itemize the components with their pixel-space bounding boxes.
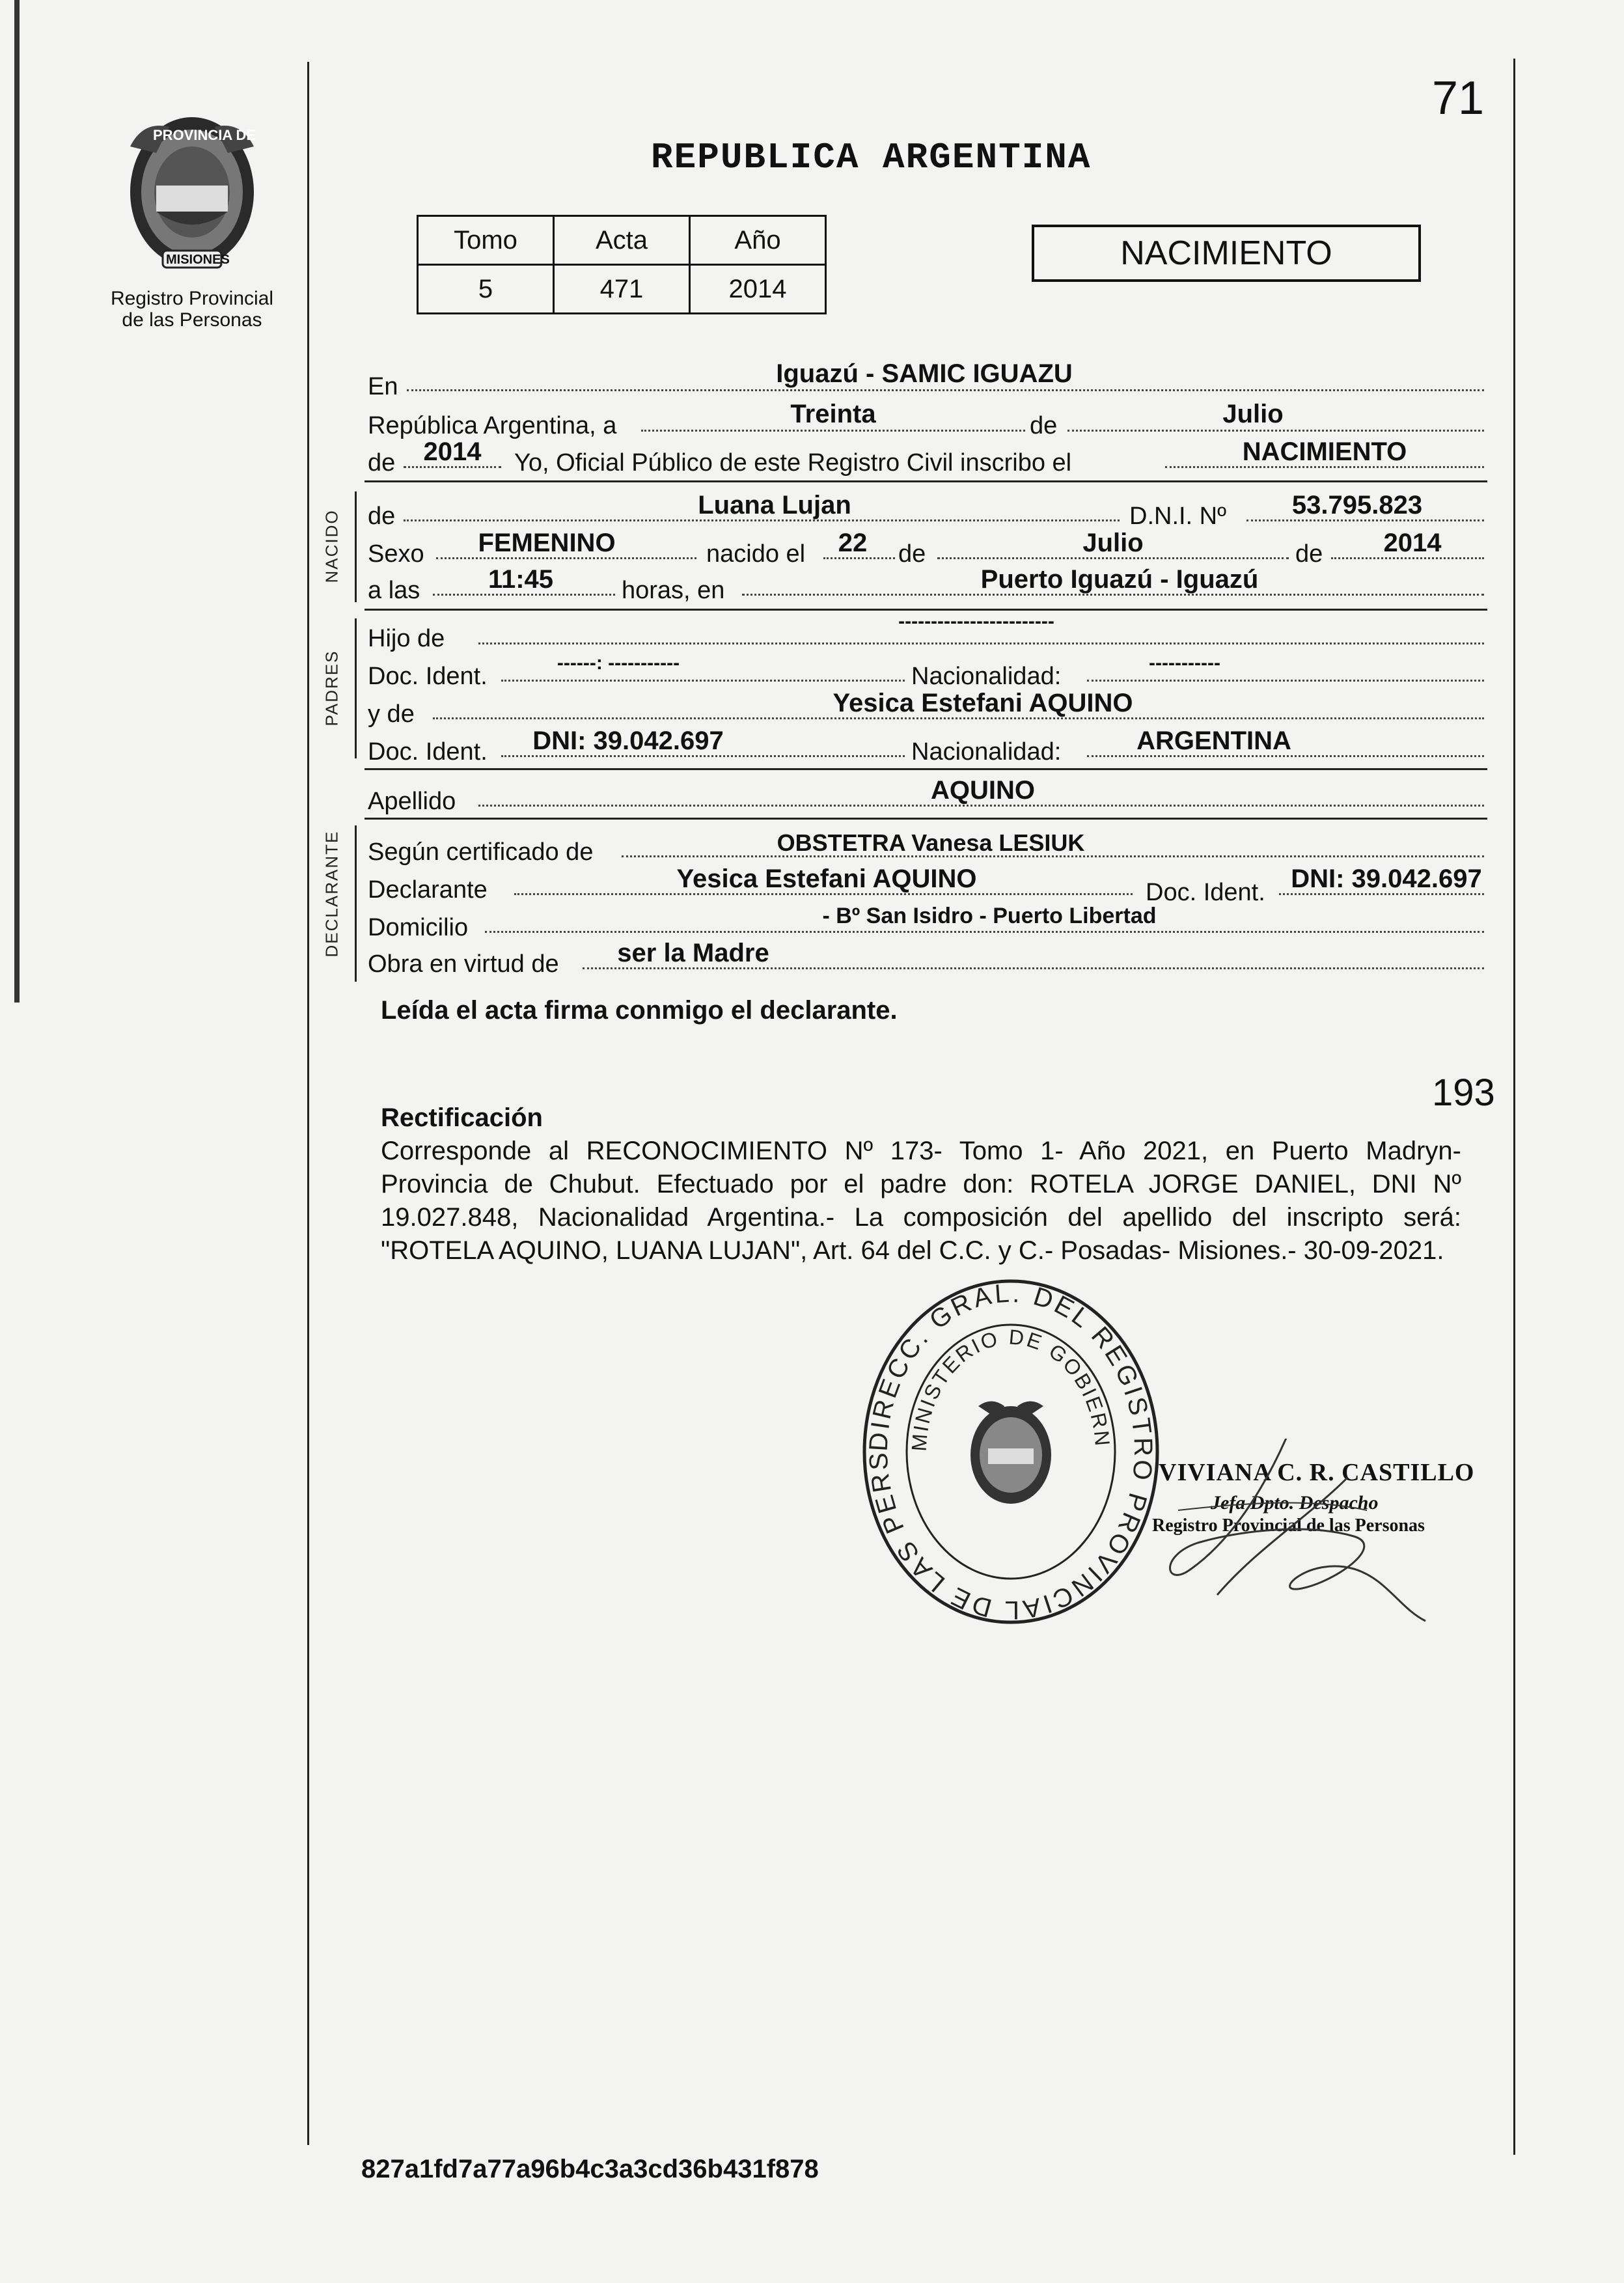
apellido-value: AQUINO	[931, 776, 1035, 805]
page-number-top: 71	[1432, 72, 1485, 124]
birth-month-value: Julio	[1082, 529, 1144, 557]
place-value: Puerto Iguazú - Iguazú	[980, 565, 1259, 594]
seal-text-top: PROVINCIA DE	[153, 127, 256, 143]
segun-value: OBSTETRA Vanesa LESIUK	[777, 829, 1085, 856]
obra-value: ser la Madre	[617, 939, 769, 967]
name-value: Luana Lujan	[698, 491, 851, 519]
nac2-value: ARGENTINA	[1136, 726, 1291, 755]
en-dots	[407, 389, 1484, 391]
republica-dots-1	[641, 430, 1025, 432]
rectificacion-title: Rectificación	[381, 1103, 543, 1132]
padres-bracket	[355, 618, 357, 758]
oficial-text: Yo, Oficial Público de este Registro Civil inscribo el	[514, 449, 1072, 477]
page-number-lower: 193	[1432, 1072, 1495, 1114]
nac1-dots	[1087, 680, 1484, 682]
republica-label: República Argentina, a	[368, 412, 617, 439]
horas-label: horas, en	[622, 577, 725, 604]
day-value: Treinta	[790, 400, 876, 428]
record-type-label: NACIMIENTO	[1120, 234, 1332, 272]
inscribo-value: NACIMIENTO	[1242, 437, 1407, 466]
official-stamp	[858, 1276, 1164, 1627]
segun-label: Según certificado de	[368, 838, 594, 866]
declarante-label: Declarante	[368, 876, 488, 904]
nac2-label: Nacionalidad:	[911, 738, 1062, 766]
signature-block	[1139, 1439, 1504, 1634]
tomo-header: Tomo	[418, 216, 554, 265]
closing-text: Leída el acta firma conmigo el declarante.	[381, 996, 898, 1025]
acta-header: Acta	[554, 216, 690, 265]
frame-right-line	[1513, 59, 1515, 2155]
father-dots	[478, 643, 1484, 644]
doc1-value: ------: -----------	[557, 652, 680, 674]
dni-value: 53.795.823	[1291, 491, 1423, 519]
birth-year-value: 2014	[1383, 529, 1442, 557]
nacido-de-label: de	[368, 503, 396, 530]
anio-value: 2014	[690, 265, 826, 314]
stamp-inner-text: MINISTERIO DE GOBIERN	[907, 1325, 1115, 1452]
declarante-value: Yesica Estefani AQUINO	[676, 865, 977, 893]
signer-role: Jefa Dpto. Despacho	[1211, 1492, 1379, 1514]
nacido-side-label: NACIDO	[322, 509, 342, 583]
obra-label: Obra en virtud de	[368, 950, 559, 978]
register-table	[417, 215, 827, 314]
de-label-intro: de	[1030, 412, 1058, 439]
decl-doc-dots	[1279, 893, 1484, 895]
republica-dots-2	[1067, 430, 1484, 432]
year-value-intro: 2014	[423, 437, 482, 466]
padres-side-label: PADRES	[322, 650, 342, 726]
separator-3	[365, 768, 1487, 770]
nacido-de-label2: de	[898, 540, 926, 568]
doc2-label: Doc. Ident.	[368, 738, 488, 766]
apellido-label: Apellido	[368, 788, 456, 815]
decl-doc-label: Doc. Ident.	[1146, 879, 1265, 906]
yde-label: y de	[368, 700, 415, 728]
doc2-value: DNI: 39.042.697	[532, 726, 724, 755]
alas-label: a las	[368, 577, 420, 604]
seal-text-bottom: MISIONES	[166, 253, 230, 267]
declarante-bracket	[355, 825, 357, 982]
declarante-side-label: DECLARANTE	[322, 830, 342, 958]
en-value: Iguazú - SAMIC IGUAZU	[776, 359, 1073, 388]
decl-doc-value: DNI: 39.042.697	[1291, 865, 1482, 893]
domicilio-value: - Bº San Isidro - Puerto Libertad	[822, 904, 1157, 928]
de2-label: de	[368, 449, 396, 477]
mother-value: Yesica Estefani AQUINO	[833, 689, 1133, 717]
domicilio-dots	[485, 931, 1484, 933]
country-title: REPUBLICA ARGENTINA	[651, 137, 1092, 178]
separator-1	[365, 480, 1487, 482]
handwritten-signature	[1139, 1439, 1504, 1634]
rectificacion-body: Corresponde al RECONOCIMIENTO Nº 173- Tomo 1- Año 2021, en Puerto Madryn- Provincia de Chubut. Efectuado por el padre don: ROTELA JORGE DANIEL, DNI Nº 19.027.848, Nacionalidad Argentina.- La composición del apellido del inscripto será: "ROTELA AQUINO, LUANA LUJAN", Art. 64 del C.C. y C.- Posadas- Misiones.- 30-09-2021.	[381, 1137, 1461, 1265]
province-seal	[117, 107, 267, 283]
institution-line2: de las Personas	[122, 309, 262, 331]
birth-day-value: 22	[838, 529, 868, 557]
doc1-dots	[501, 680, 905, 682]
nacido-bracket	[355, 491, 357, 602]
institution-line1: Registro Provincial	[110, 288, 274, 309]
anio-header: Año	[690, 216, 826, 265]
en-label: En	[368, 373, 398, 400]
separator-4	[365, 818, 1487, 820]
father-value: ------------------------	[898, 611, 1054, 632]
scan-edge-bar	[14, 0, 20, 1003]
domicilio-label: Domicilio	[368, 914, 469, 941]
signer-name: VIVIANA C. R. CASTILLO	[1159, 1459, 1475, 1486]
sexo-value: FEMENINO	[478, 529, 616, 557]
nacido-de-label3: de	[1295, 540, 1323, 568]
document-hash: 827a1fd7a77a96b4c3a3cd36b431f878	[361, 2155, 819, 2183]
nac1-label: Nacionalidad:	[911, 663, 1062, 690]
nacido-el-label: nacido el	[706, 540, 806, 568]
month-value-intro: Julio	[1222, 400, 1284, 428]
record-type-box	[1032, 225, 1421, 282]
frame-left-line	[307, 62, 309, 2145]
sexo-label: Sexo	[368, 540, 424, 568]
stamp-outer-text: DIRECC. GRAL. DEL REGISTRO PROVINCIAL DE LAS PERS	[864, 1279, 1158, 1625]
doc1-label: Doc. Ident.	[368, 663, 488, 690]
dni-label: D.N.I. Nº	[1129, 503, 1226, 530]
tomo-value: 5	[418, 265, 554, 314]
acta-value: 471	[554, 265, 690, 314]
hijo-label: Hijo de	[368, 625, 445, 652]
nac1-value: -----------	[1149, 652, 1220, 674]
time-value: 11:45	[488, 565, 554, 594]
signer-org: Registro Provincial de las Personas	[1152, 1515, 1425, 1536]
